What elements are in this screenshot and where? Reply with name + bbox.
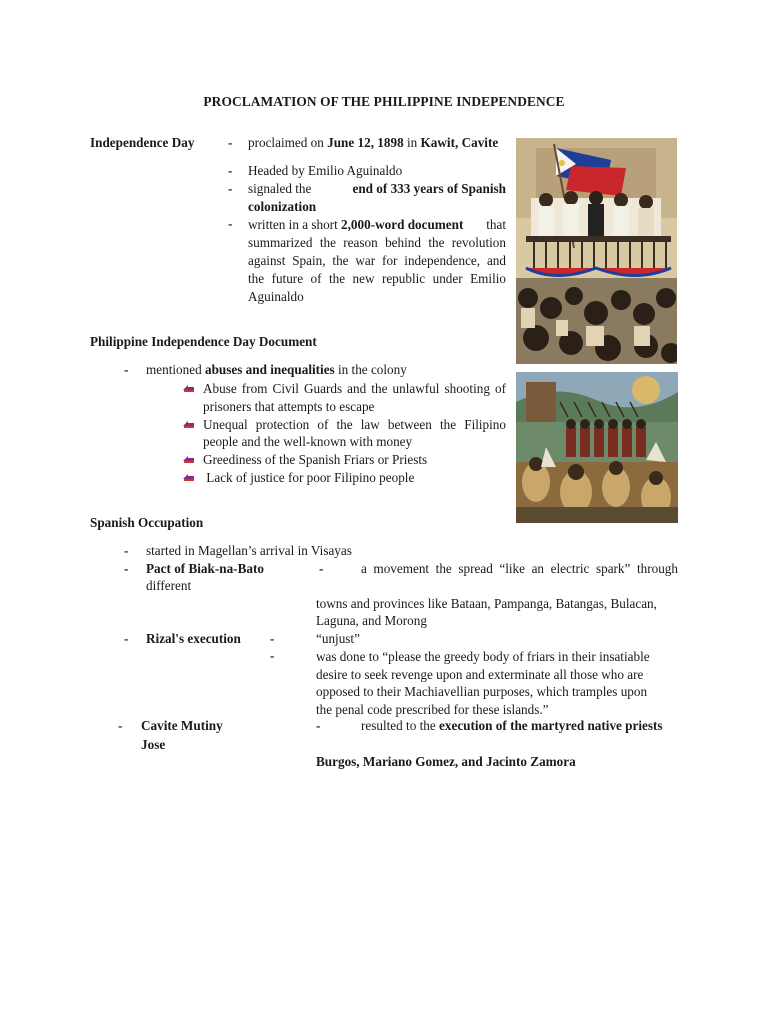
- proclaimed-text: proclaimed on June 12, 1898 in Kawit, Cavite: [248, 135, 499, 150]
- written-paragraph: written in a short 2,000-word document that summarized the reason behind the revolution against Spain, the war for independence, and the future of the new republic under Emilio Aguinaldo: [248, 217, 506, 304]
- unjust-text: “unjust”: [316, 631, 360, 646]
- mentioned-text: mentioned abuses and inequalities in the colony: [146, 362, 407, 377]
- proclamation-illustration: [516, 138, 677, 364]
- section-heading-spanish-occupation: Spanish Occupation: [90, 515, 204, 530]
- started-text: started in Magellan’s arrival in Visayas: [146, 543, 352, 558]
- list-item: Greediness of the Spanish Friars or Priests: [182, 451, 506, 469]
- towns-text: towns and provinces like Bataan, Pampanga, Batangas, Bulacan,: [316, 596, 657, 611]
- list-item: Unequal protection of the law between the Filipino people and the well-known with money: [182, 416, 506, 452]
- rizal-label: Rizal's execution: [146, 631, 241, 646]
- hand-pointer-icon: [182, 380, 195, 392]
- dash: -: [228, 163, 233, 178]
- priests-names: Burgos, Mariano Gomez, and Jacinto Zamora: [316, 754, 576, 769]
- dash: -: [124, 543, 129, 558]
- dash: -: [118, 718, 123, 733]
- rizal-quote: was done to “please the greedy body of friars in their insatiable desire to seek revenge upon and exterminate all those who are opposed to their Machiavellian purposes, which tramples upon the penal code prescribed for these islands.”: [316, 649, 650, 717]
- towns-text-2: Laguna, and Morong: [316, 613, 427, 628]
- dash: -: [270, 648, 275, 663]
- section-heading-document: Philippine Independence Day Document: [90, 334, 317, 349]
- pact-different: different: [146, 578, 192, 593]
- dash: -: [228, 216, 233, 231]
- dash: -: [228, 135, 233, 150]
- section-heading-independence-day: Independence Day: [90, 135, 195, 150]
- dash: -: [316, 718, 321, 733]
- cavite-label: Cavite Mutiny: [141, 718, 223, 733]
- pact-label: Pact of Biak-na-Bato: [146, 561, 264, 576]
- signaled-text: signaled the end of 333 years of Spanish: [248, 181, 506, 196]
- hand-pointer-icon: [182, 416, 195, 428]
- revolution-mural-illustration: [516, 372, 678, 523]
- dash: -: [124, 561, 129, 576]
- dash: -: [319, 561, 324, 576]
- pact-description: a movement the spread “like an electric spark” through: [361, 561, 678, 576]
- page-title: PROCLAMATION OF THE PHILIPPINE INDEPENDENCE: [203, 94, 565, 109]
- list-item: Abuse from Civil Guards and the unlawful shooting of prisoners that attempts to escape: [182, 380, 506, 416]
- dash: -: [124, 631, 129, 646]
- dash: -: [270, 631, 275, 646]
- dash: -: [124, 362, 129, 377]
- hand-pointer-icon: [182, 469, 195, 481]
- resulted-text: resulted to the execution of the martyred native priests: [361, 718, 663, 733]
- jose-text: Jose: [141, 737, 166, 752]
- headed-text: Headed by Emilio Aguinaldo: [248, 163, 403, 178]
- hand-pointer-icon: [182, 451, 195, 463]
- signaled-text-2: colonization: [248, 199, 317, 214]
- abuse-list: [182, 380, 506, 487]
- list-item: Lack of justice for poor Filipino people: [182, 469, 506, 487]
- dash: -: [228, 181, 233, 196]
